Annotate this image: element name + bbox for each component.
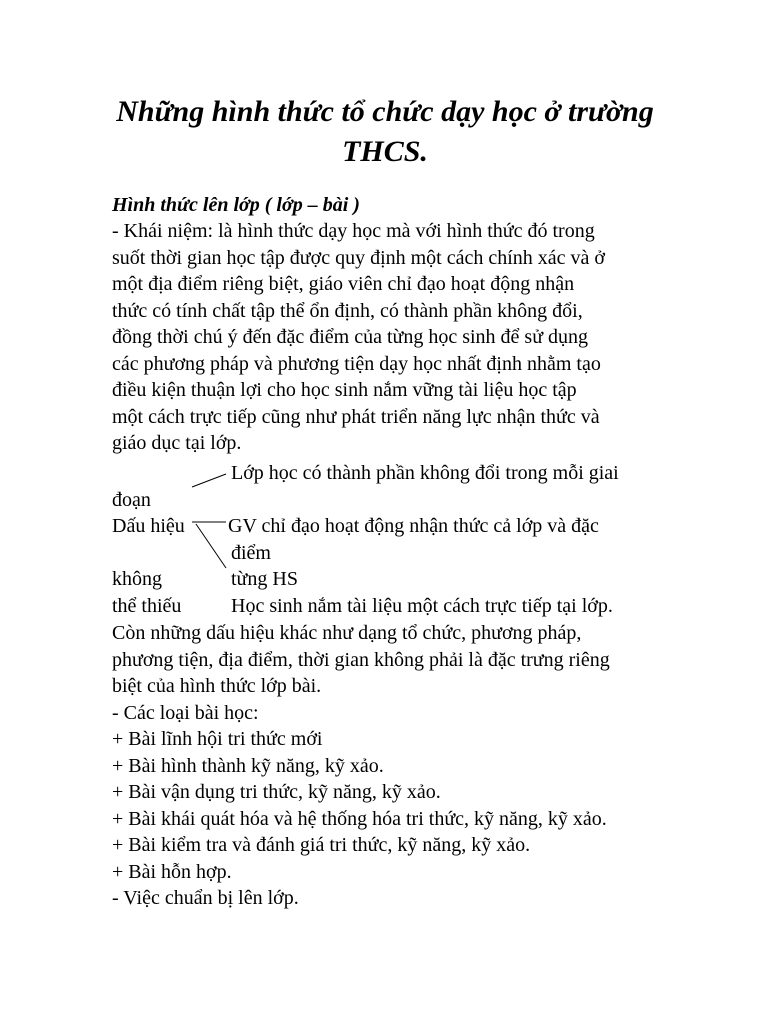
text-line: các phương pháp và phương tiện dạy học nhất định nhằm tạo <box>112 352 601 375</box>
title-line-1: Những hình thức tổ chức dạy học ở trường <box>116 95 654 128</box>
list-item: + Bài hỗn hợp. <box>112 860 232 883</box>
list-item: + Bài khái quát hóa và hệ thống hóa tri thức, kỹ năng, kỹ xảo. <box>112 807 607 830</box>
text-line: điều kiện thuận lợi cho học sinh nắm vững tài liệu học tập <box>112 379 577 401</box>
list-item: + Bài vận dụng tri thức, kỹ năng, kỹ xảo. <box>112 781 441 803</box>
feature-item-2: GV chỉ đạo hoạt động nhận thức cả lớp và đặc <box>228 515 599 537</box>
text-line: - Các loại bài học: <box>112 701 259 724</box>
text-line: một cách trực tiếp cũng như phát triển năng lực nhận thức và <box>112 405 600 428</box>
feature-item-1-cont: đoạn <box>112 489 151 511</box>
section-heading: Hình thức lên lớp ( lớp – bài ) <box>112 194 360 216</box>
text-line: một địa điểm riêng biệt, giáo viên chỉ đạo hoạt động nhận <box>112 273 575 295</box>
feature-item-1: Lớp học có thành phần không đổi trong mỗi giai <box>231 462 619 484</box>
feature-item-2-cont: điểm <box>231 542 271 564</box>
list-item: + Bài lĩnh hội tri thức mới <box>112 728 323 750</box>
feature-label: Dấu hiệu <box>112 515 185 537</box>
text-line: Còn những dấu hiệu khác như dạng tổ chức, phương pháp, <box>112 622 582 644</box>
connector-line-upper <box>192 474 226 487</box>
feature-label-cont: không <box>112 568 162 590</box>
text-line: suốt thời gian học tập được quy định một cách chính xác và ở <box>112 246 606 269</box>
list-item: + Bài hình thành kỹ năng, kỹ xảo. <box>112 754 384 777</box>
text-line: - Khái niệm: là hình thức dạy học mà với hình thức đó trong <box>112 220 595 242</box>
feature-item-2-end: từng HS <box>231 568 298 590</box>
text-line: đồng thời chú ý đến đặc điểm của từng học sinh để sử dụng <box>112 326 589 348</box>
title-line-2: THCS. <box>342 135 428 168</box>
text-line: giáo dục tại lớp. <box>112 432 242 454</box>
text-line: biệt của hình thức lớp bài. <box>112 675 322 697</box>
text-line: - Việc chuẩn bị lên lớp. <box>112 887 299 909</box>
connector-line-lower <box>196 524 226 568</box>
text-line: phương tiện, địa điểm, thời gian không phải là đặc trưng riêng <box>112 648 610 671</box>
feature-item-3: Học sinh nắm tài liệu một cách trực tiếp tại lớp. <box>231 595 613 617</box>
text-line: thức có tính chất tập thể ổn định, có thành phần không đổi, <box>112 299 583 322</box>
lesson-types-section <box>112 620 712 912</box>
list-item: + Bài kiểm tra và đánh giá tri thức, kỹ năng, kỹ xảo. <box>112 834 531 856</box>
feature-label-end: thể thiếu <box>112 595 182 617</box>
